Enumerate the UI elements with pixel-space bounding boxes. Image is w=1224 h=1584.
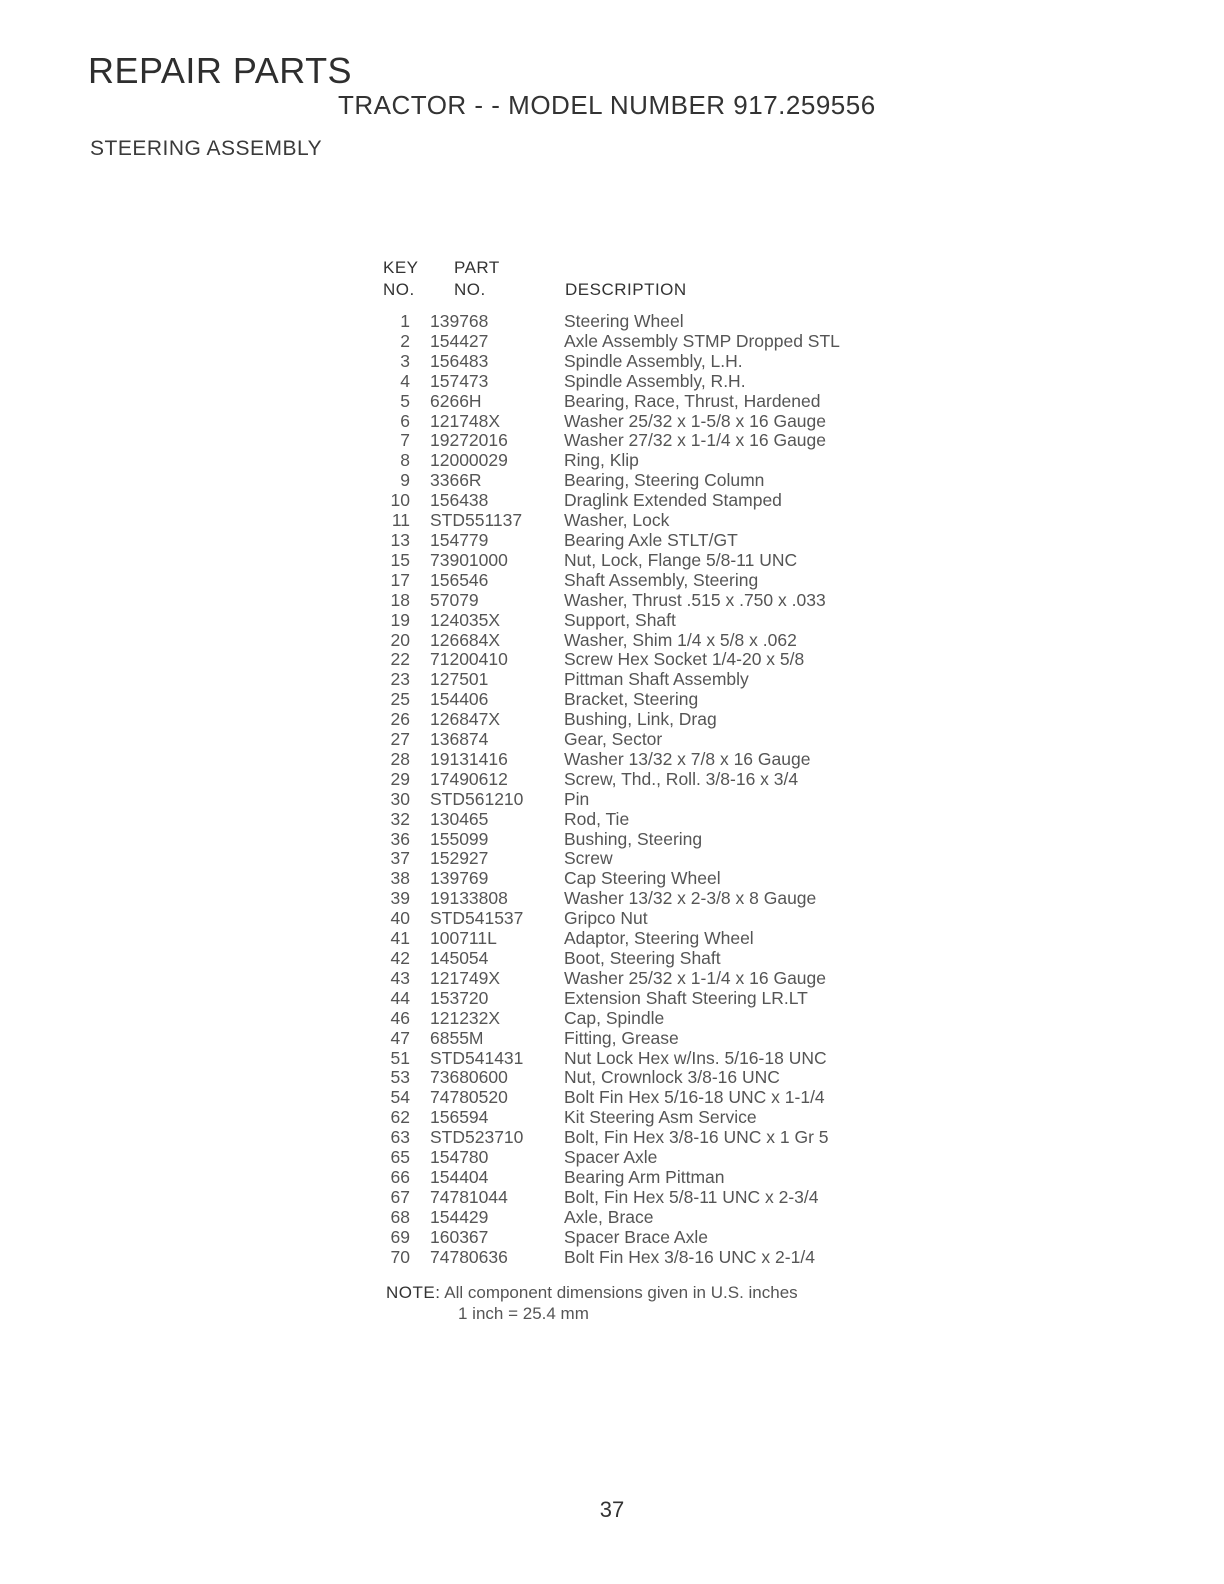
key-no-cell: 28 [390,748,410,769]
key-no-cell: 26 [390,709,410,730]
table-row [375,332,840,352]
table-row [375,1108,840,1128]
model-number-heading: TRACTOR - - MODEL NUMBER 917.259556 [338,90,876,120]
description-cell: Cap Steering Wheel [564,868,721,889]
description-cell: Spindle Assembly, R.H. [564,370,746,391]
table-row [375,1248,840,1268]
table-row [375,1128,840,1148]
description-cell: Washer, Shim 1/4 x 5/8 x .062 [564,629,797,650]
key-no-cell: 15 [390,549,410,570]
part-no-cell: STD561210 [430,788,524,809]
description-cell: Pittman Shaft Assembly [564,669,749,690]
table-row [375,372,840,392]
key-no-cell: 23 [390,669,410,690]
part-no-cell: STD551137 [430,510,523,531]
part-no-cell: 156483 [430,350,489,371]
part-no-cell: 154404 [430,1166,489,1187]
description-cell: Gear, Sector [564,729,663,750]
part-no-cell: 57079 [430,589,479,610]
part-no-cell: 71200410 [430,649,508,670]
key-no-cell: 38 [390,868,410,889]
part-no-cell: 153720 [430,987,489,1008]
part-no-cell: 157473 [430,370,489,391]
part-no-cell: 139769 [430,868,489,889]
table-row [375,1068,840,1088]
table-row [375,412,840,432]
key-no-cell: 11 [391,510,410,531]
description-cell: Extension Shaft Steering LR.LT [564,987,808,1008]
description-cell: Washer, Thrust .515 x .750 x .033 [564,589,826,610]
description-cell: Washer 27/32 x 1-1/4 x 16 Gauge [564,430,827,451]
part-no-cell: 17490612 [430,768,508,789]
table-row [375,431,840,451]
page-title: REPAIR PARTS [88,50,353,91]
description-cell: Bolt, Fin Hex 3/8-16 UNC x 1 Gr 5 [564,1127,829,1148]
description-cell: Bolt, Fin Hex 5/8-11 UNC x 2-3/4 [564,1186,819,1207]
description-cell: Nut Lock Hex w/Ins. 5/16-18 UNC [564,1047,827,1068]
key-no-cell: 67 [390,1186,410,1207]
key-no-cell: 37 [390,848,410,869]
description-cell: Screw, Thd., Roll. 3/8-16 x 3/4 [564,768,799,789]
part-no-cell: 74780520 [430,1087,508,1108]
part-no-cell: STD523710 [430,1127,524,1148]
description-cell: Ring, Klip [564,450,639,471]
key-no-cell: 62 [390,1107,410,1128]
key-no-cell: 53 [390,1067,410,1088]
description-cell: Support, Shaft [564,609,676,630]
table-row [375,591,840,611]
part-no-cell: 121748X [430,410,501,431]
key-no-cell: 36 [390,828,410,849]
table-row [375,511,840,531]
table-row [375,750,840,770]
table-row [375,1228,840,1248]
table-row [375,790,840,810]
part-no-cell: 74780636 [430,1246,508,1267]
description-cell: Draglink Extended Stamped [564,490,782,511]
key-no-cell: 54 [390,1087,410,1108]
description-cell: Bracket, Steering [564,689,699,710]
key-no-cell: 25 [390,689,410,710]
parts-table-body [375,312,840,1268]
key-no-cell: 66 [390,1166,410,1187]
key-no-cell: 44 [390,987,410,1008]
key-no-cell: 65 [390,1147,410,1168]
column-header-key-line1: KEY [383,258,419,277]
part-no-cell: 127501 [430,669,489,690]
part-no-cell: 19131416 [430,748,508,769]
table-row [375,451,840,471]
key-no-cell: 1 [400,311,410,331]
key-no-cell: 8 [400,450,410,471]
part-no-cell: 136874 [430,729,489,750]
description-cell: Steering Wheel [564,311,684,331]
key-no-cell: 20 [390,629,410,650]
table-row [375,531,840,551]
part-no-cell: 130465 [430,808,489,829]
part-no-cell: 100711L [430,928,497,949]
table-row [375,1148,840,1168]
description-cell: Axle, Brace [564,1206,654,1227]
part-no-cell: 121232X [430,1007,501,1028]
table-row [375,770,840,790]
part-no-cell: 155099 [430,828,489,849]
table-row [375,889,840,909]
part-no-cell: 145054 [430,948,489,968]
description-cell: Bushing, Link, Drag [564,709,717,730]
description-cell: Washer 13/32 x 2-3/8 x 8 Gauge [564,888,817,909]
description-cell: Bushing, Steering [564,828,703,849]
key-no-cell: 13 [390,529,410,550]
table-row [375,631,840,651]
part-no-cell: STD541537 [430,908,524,929]
description-cell: Rod, Tie [564,808,630,829]
description-cell: Spindle Assembly, L.H. [564,350,743,371]
description-cell: Pin [564,788,590,809]
part-no-cell: 154429 [430,1206,489,1227]
part-no-cell: 156546 [430,569,489,590]
part-no-cell: 19272016 [430,430,508,451]
key-no-cell: 68 [390,1206,410,1227]
column-header-part-line2: NO. [454,280,486,299]
table-row [375,1029,840,1049]
part-no-cell: 160367 [430,1226,489,1247]
note-label: NOTE: [386,1283,441,1302]
description-cell: Washer, Lock [564,510,670,531]
table-row [375,730,840,750]
description-cell: Screw Hex Socket 1/4-20 x 5/8 [564,649,805,670]
description-cell: Bearing Arm Pittman [564,1166,725,1187]
table-row [375,611,840,631]
table-row [375,571,840,591]
table-row [375,849,840,869]
part-no-cell: 6855M [430,1027,484,1048]
description-cell: Cap, Spindle [564,1007,665,1028]
parts-table [375,312,840,1268]
description-cell: Washer 25/32 x 1-5/8 x 16 Gauge [564,410,827,431]
description-cell: Bearing, Steering Column [564,470,765,491]
table-row [375,690,840,710]
table-row [375,650,840,670]
table-row [375,1049,840,1069]
table-row [375,1188,840,1208]
table-row [375,551,840,571]
table-row [375,491,840,511]
key-no-cell: 4 [400,370,410,391]
key-no-cell: 46 [390,1007,410,1028]
key-no-cell: 47 [390,1027,410,1048]
part-no-cell: 154779 [430,529,489,550]
part-no-cell: 6266H [430,390,482,411]
section-heading: STEERING ASSEMBLY [90,137,323,160]
key-no-cell: 69 [390,1226,410,1247]
table-row [375,1088,840,1108]
key-no-cell: 19 [390,609,410,630]
key-no-cell: 63 [390,1127,410,1148]
part-no-cell: 126847X [430,709,501,730]
note-text-line2: 1 inch = 25.4 mm [458,1304,589,1323]
part-no-cell: 154780 [430,1147,489,1168]
table-row [375,929,840,949]
key-no-cell: 41 [390,928,410,949]
table-row [375,810,840,830]
description-cell: Axle Assembly STMP Dropped STL [564,330,840,351]
key-no-cell: 18 [390,589,410,610]
table-row [375,909,840,929]
description-cell: Gripco Nut [564,908,648,929]
key-no-cell: 39 [390,888,410,909]
part-no-cell: 126684X [430,629,501,650]
note [386,1283,798,1303]
part-no-cell: 152927 [430,848,489,869]
key-no-cell: 43 [390,967,410,988]
key-no-cell: 2 [400,330,410,351]
table-row [375,670,840,690]
part-no-cell: 73901000 [430,549,508,570]
description-cell: Shaft Assembly, Steering [564,569,759,590]
table-row [375,949,840,969]
description-cell: Kit Steering Asm Service [564,1107,757,1128]
description-cell: Spacer Axle [564,1147,658,1168]
description-cell: Bolt Fin Hex 3/8-16 UNC x 2-1/4 [564,1246,815,1267]
key-no-cell: 7 [400,430,410,451]
description-cell: Adaptor, Steering Wheel [564,928,754,949]
key-no-cell: 30 [390,788,410,809]
page-number: 37 [599,1497,625,1522]
part-no-cell: 154406 [430,689,489,710]
description-cell: Bearing, Race, Thrust, Hardened [564,390,821,411]
table-row [375,352,840,372]
key-no-cell: 40 [390,908,410,929]
key-no-cell: 22 [390,649,410,670]
key-no-cell: 6 [400,410,410,431]
part-no-cell: 156594 [430,1107,489,1128]
key-no-cell: 5 [400,390,410,411]
part-no-cell: 12000029 [430,450,508,471]
table-row [375,830,840,850]
table-row [375,312,840,332]
key-no-cell: 9 [400,470,410,491]
key-no-cell: 27 [390,729,410,750]
key-no-cell: 29 [390,768,410,789]
table-row [375,392,840,412]
description-cell: Fitting, Grease [564,1027,679,1048]
part-no-cell: 124035X [430,609,501,630]
table-row [375,710,840,730]
description-cell: Screw [564,848,613,869]
column-header-part-line1: PART [454,258,500,277]
table-row [375,1168,840,1188]
table-row [375,1208,840,1228]
part-no-cell: 74781044 [430,1186,508,1207]
key-no-cell: 17 [390,569,410,590]
description-cell: Washer 13/32 x 7/8 x 16 Gauge [564,748,811,769]
key-no-cell: 70 [390,1246,410,1267]
part-no-cell: 139768 [430,311,489,331]
table-row [375,1009,840,1029]
description-cell: Bearing Axle STLT/GT [564,529,738,550]
description-cell: Spacer Brace Axle [564,1226,708,1247]
key-no-cell: 32 [390,808,410,829]
description-cell: Washer 25/32 x 1-1/4 x 16 Gauge [564,967,827,988]
description-cell: Boot, Steering Shaft [564,948,721,968]
table-row [375,969,840,989]
key-no-cell: 42 [390,948,410,968]
table-row [375,989,840,1009]
description-cell: Bolt Fin Hex 5/16-18 UNC x 1-1/4 [564,1087,825,1108]
table-row [375,471,840,491]
key-no-cell: 51 [390,1047,410,1068]
column-header-key-line2: NO. [383,280,415,299]
description-cell: Nut, Crownlock 3/8-16 UNC [564,1067,780,1088]
table-row [375,869,840,889]
part-no-cell: 154427 [430,330,489,351]
part-no-cell: 121749X [430,967,501,988]
note-text-line1: All component dimensions given in U.S. inches [444,1283,798,1302]
key-no-cell: 3 [400,350,410,371]
part-no-cell: 19133808 [430,888,508,909]
part-no-cell: 3366R [430,470,482,491]
part-no-cell: STD541431 [430,1047,524,1068]
description-cell: Nut, Lock, Flange 5/8-11 UNC [564,549,798,570]
part-no-cell: 73680600 [430,1067,508,1088]
part-no-cell: 156438 [430,490,489,511]
key-no-cell: 10 [390,490,410,511]
column-header-description: DESCRIPTION [565,280,687,299]
